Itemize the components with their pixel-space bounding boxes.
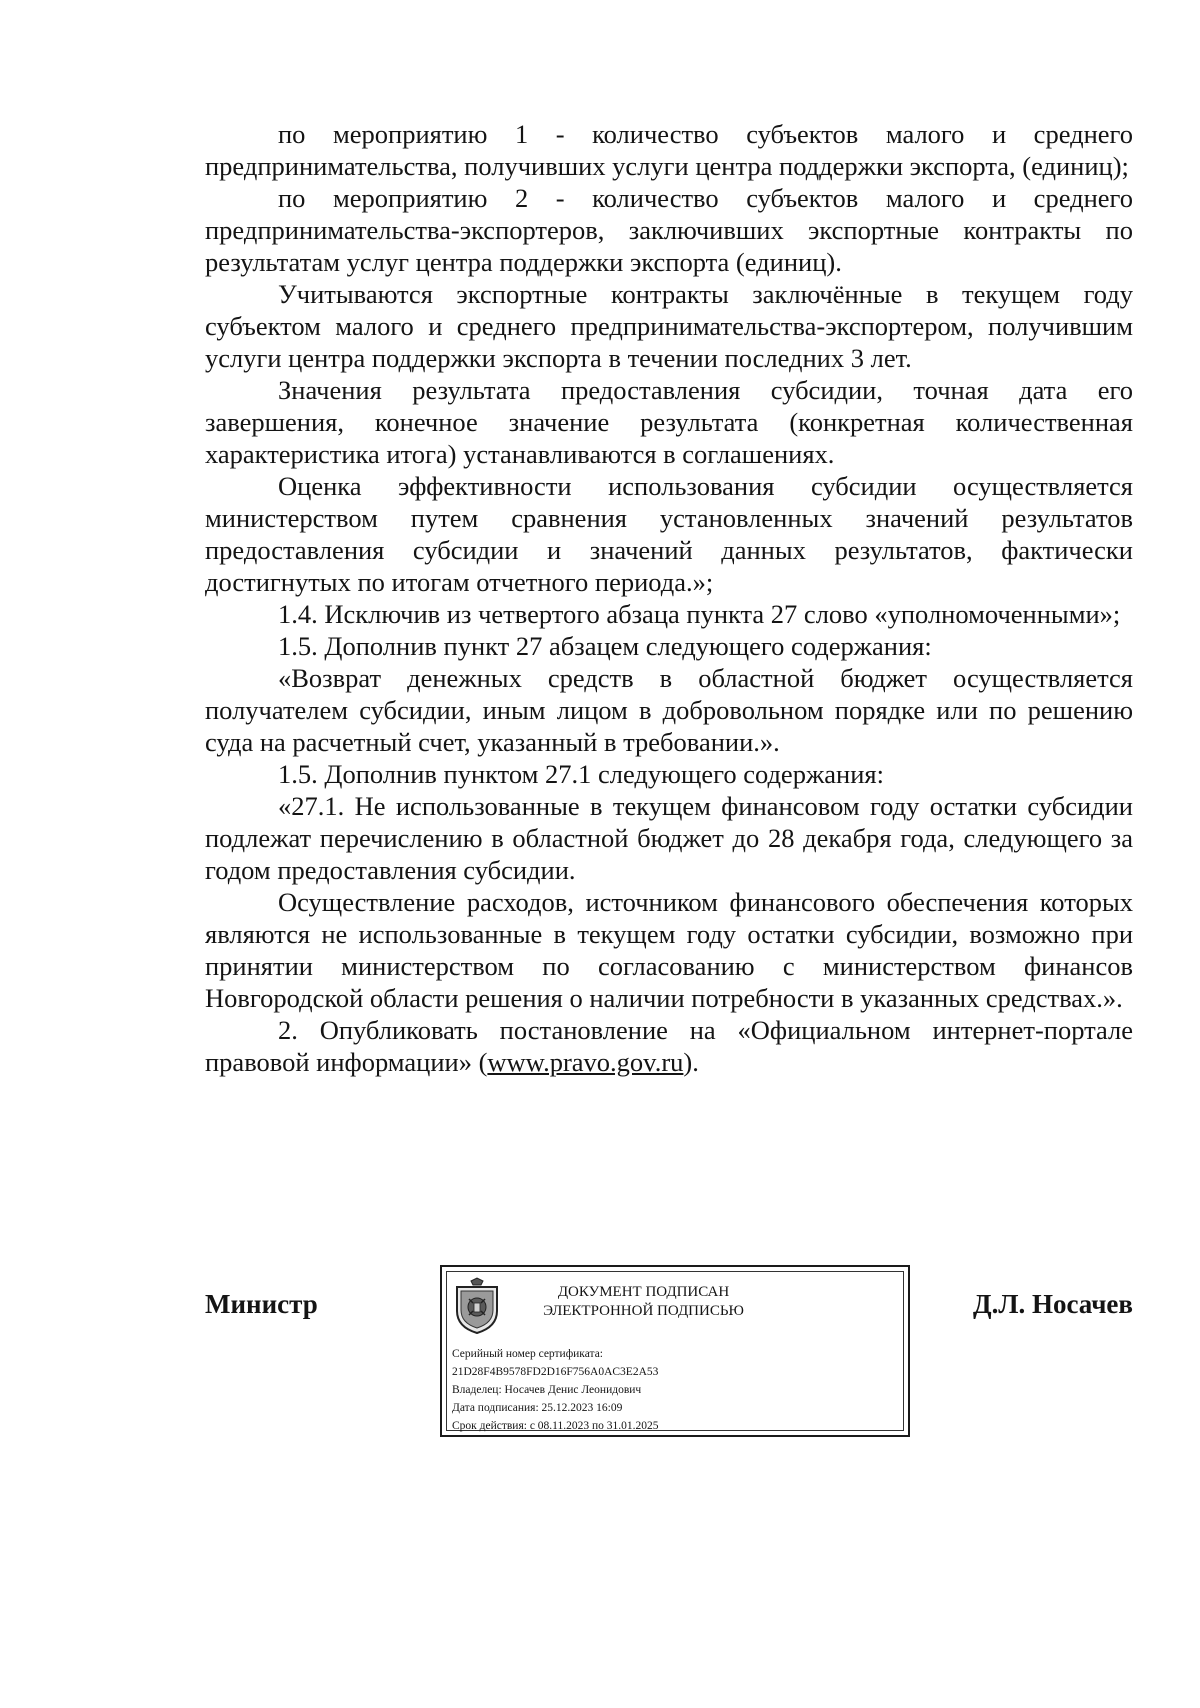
- paragraph-refund: «Возврат денежных средств в областной бюджет осуществляется получателем субсидии, иным лицом в добровольном порядке или по решению суда на расчетный счет, указанный в требовании.».: [205, 663, 1133, 757]
- paragraph-contracts: Учитываются экспортные контракты заключённые в текущем году субъектом малого и среднего предпринимательства-экспортером, получившим услуги центра поддержки экспорта в течении последних 3 лет.: [205, 279, 1133, 373]
- electronic-signature-stamp: [440, 1265, 910, 1437]
- publish-text-suffix: ).: [683, 1047, 699, 1077]
- publish-link[interactable]: www.pravo.gov.ru: [487, 1047, 684, 1077]
- stamp-signing-date: Дата подписания: 25.12.2023 16:09: [452, 1402, 623, 1414]
- paragraph-item-1-4: 1.4. Исключив из четвертого абзаца пункта 27 слово «уполномоченными»;: [278, 599, 1121, 629]
- signer-position: Министр: [205, 1289, 318, 1319]
- paragraph-expenses: Осуществление расходов, источником финансового обеспечения которых являются не использованные в текущем году остатки субсидии, возможно при принятии министерством по согласованию с министерством финансов Новгородской области решения о наличии потребности в указанных средствах.».: [205, 887, 1133, 1013]
- publish-text-prefix: 2. Опубликовать постановление на «Официальном интернет-портале правовой информации» (: [205, 1015, 1133, 1077]
- document-body: [205, 118, 1133, 1078]
- coat-of-arms-icon: [453, 1277, 501, 1335]
- paragraph-item-1-5-second: 1.5. Дополнив пунктом 27.1 следующего содержания:: [278, 759, 884, 789]
- signature-block: [205, 1265, 1133, 1445]
- stamp-header-line-2: ЭЛЕКТРОННОЙ ПОДПИСЬЮ: [543, 1303, 744, 1319]
- stamp-details: [452, 1345, 659, 1435]
- stamp-header-line-1: ДОКУМЕНТ ПОДПИСАН: [557, 1284, 730, 1300]
- signer-name: Д.Л. Носачев: [973, 1289, 1133, 1319]
- stamp-header: [526, 1283, 761, 1321]
- paragraph-result-values: Значения результата предоставления субсидии, точная дата его завершения, конечное значение результата (конкретная количественная характеристика итога) устанавливаются в соглашениях.: [205, 375, 1133, 469]
- stamp-owner: Владелец: Носачев Денис Леонидович: [452, 1384, 642, 1396]
- paragraph-27-1: «27.1. Не использованные в текущем финансовом году остатки субсидии подлежат перечислению в областной бюджет до 28 декабря года, следующего за годом предоставления субсидии.: [205, 791, 1133, 885]
- stamp-serial-number: 21D28F4B9578FD2D16F756A0AC3E2A53: [452, 1366, 659, 1378]
- paragraph-measure-2: по мероприятию 2 - количество субъектов малого и среднего предпринимательства-экспортеров, заключивших экспортные контракты по результатам услуг центра поддержки экспорта (единиц).: [205, 183, 1133, 277]
- paragraph-measure-1: по мероприятию 1 - количество субъектов малого и среднего предпринимательства, получивших услуги центра поддержки экспорта, (единиц);: [205, 119, 1133, 181]
- paragraph-item-1-5: 1.5. Дополнив пункт 27 абзацем следующего содержания:: [278, 631, 932, 661]
- paragraph-publish: [205, 1014, 1133, 1078]
- stamp-serial-label: Серийный номер сертификата:: [452, 1348, 603, 1360]
- stamp-validity: Срок действия: с 08.11.2023 по 31.01.2025: [452, 1420, 659, 1432]
- paragraph-efficiency: Оценка эффективности использования субсидии осуществляется министерством путем сравнения установленных значений результатов предоставления субсидии и значений данных результатов, фактически достигнутых по итогам отчетного периода.»;: [205, 471, 1133, 597]
